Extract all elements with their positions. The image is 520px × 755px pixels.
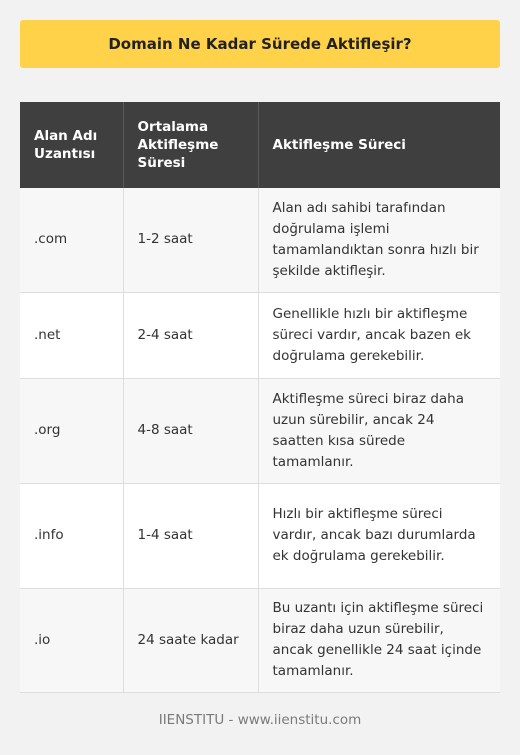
column-header-extension: Alan Adı Uzantısı [20,102,123,188]
cell-extension: .com [20,188,123,292]
cell-duration: 2-4 saat [123,292,258,378]
column-header-duration: Ortalama Aktifleşme Süresi [123,102,258,188]
cell-process: Alan adı sahibi tarafından doğrulama işlemi tamamlandıktan sonra hızlı bir şekilde aktifleşir. [258,188,500,292]
cell-extension: .io [20,588,123,692]
table-row [20,292,500,378]
table-row [20,378,500,483]
cell-duration: 1-4 saat [123,483,258,588]
cell-process: Hızlı bir aktifleşme süreci vardır, ancak bazı durumlarda ek doğrulama gerekebilir. [258,483,500,588]
cell-extension: .org [20,378,123,483]
cell-process: Genellikle hızlı bir aktifleşme süreci vardır, ancak bazen ek doğrulama gerekebilir. [258,292,500,378]
cell-duration: 1-2 saat [123,188,258,292]
page-title: Domain Ne Kadar Sürede Aktifleşir? [20,20,500,68]
footer-text: IIENSTITU - www.iienstitu.com [158,712,362,728]
cell-process: Aktifleşme süreci biraz daha uzun sürebilir, ancak 24 saatten kısa sürede tamamlanır. [258,378,500,483]
table-row [20,188,500,292]
table-header-row [20,102,500,188]
cell-duration: 4-8 saat [123,378,258,483]
domain-activation-table [20,102,500,693]
cell-extension: .net [20,292,123,378]
table-row [20,483,500,588]
cell-extension: .info [20,483,123,588]
table-row [20,588,500,692]
column-header-process: Aktifleşme Süreci [258,102,500,188]
cell-duration: 24 saate kadar [123,588,258,692]
cell-process: Bu uzantı için aktifleşme süreci biraz daha uzun sürebilir, ancak genellikle 24 saat içinde tamamlanır. [258,588,500,692]
